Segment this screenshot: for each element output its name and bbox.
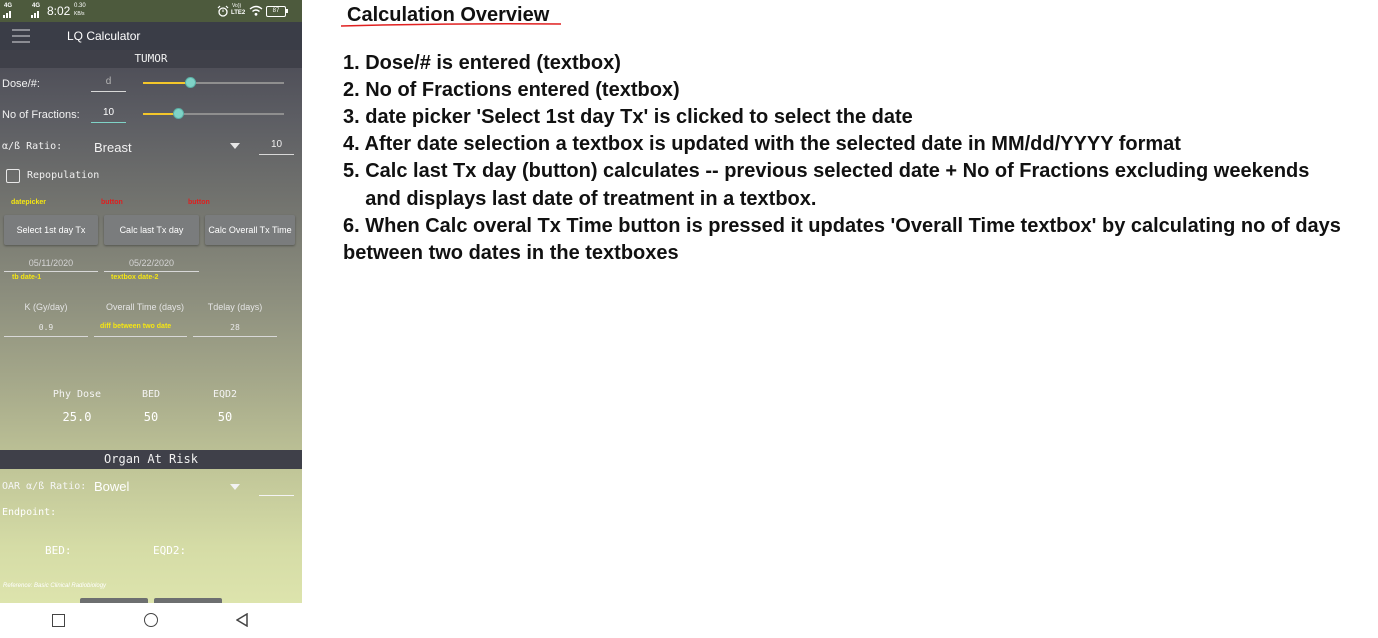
slider-fill <box>143 82 190 84</box>
dose-slider[interactable] <box>143 78 284 89</box>
phy-dose-value: 25.0 <box>62 410 92 424</box>
overview-line-7: 6. When Calc overal Tx Time button is pressed it updates 'Overall Time textbox' by calculating no of days <box>343 215 1341 237</box>
status-bar <box>0 0 302 22</box>
fractions-value: 10 <box>102 107 115 118</box>
oar-ab-ratio-select[interactable] <box>92 478 242 496</box>
overview-line-5: 5. Calc last Tx day (button) calculates -- previous selected date + No of Fractions excluding weekends <box>343 160 1310 182</box>
square-icon[interactable] <box>52 614 65 627</box>
triangle-down-icon <box>230 484 240 490</box>
app-body <box>0 50 302 603</box>
annotation-button-1: button <box>101 199 123 206</box>
oar-ab-ratio-label: OAR α/ß Ratio: <box>2 481 87 492</box>
ab-ratio-select-value: Breast <box>94 140 132 155</box>
overview-title: Calculation Overview <box>347 4 550 26</box>
signal-icon <box>31 10 41 18</box>
hamburger-menu-icon[interactable] <box>12 28 30 44</box>
date1-textbox[interactable] <box>4 258 98 272</box>
dose-label: Dose/#: <box>2 78 40 90</box>
slider-thumb[interactable] <box>173 108 184 119</box>
oar-bed-label: BED: <box>45 544 72 557</box>
ab-ratio-select[interactable] <box>92 138 242 156</box>
tdelay-input[interactable] <box>193 323 277 337</box>
oar-eqd2-label: EQD2: <box>153 544 187 557</box>
triangle-down-icon <box>230 143 240 149</box>
annotation-button-2: button <box>188 199 210 206</box>
slider-thumb[interactable] <box>185 77 196 88</box>
calc-last-day-button[interactable]: Calc last Tx day <box>104 215 199 245</box>
wifi-icon <box>249 5 263 16</box>
overview-line-8: between two dates in the textboxes <box>343 242 679 264</box>
tdelay-value: 28 <box>230 323 240 332</box>
calculation-overview <box>330 0 1370 300</box>
ab-ratio-input[interactable] <box>259 139 294 155</box>
ab-ratio-value: 10 <box>270 139 283 150</box>
dose-input[interactable] <box>91 76 126 92</box>
net-speed-unit: KB/s <box>74 11 85 17</box>
signal-icon <box>3 10 13 18</box>
net-speed: 0.30 <box>74 3 86 9</box>
phone-screen <box>0 0 302 638</box>
triangle-back-icon[interactable] <box>236 613 248 627</box>
repopulation-label: Repopulation <box>27 170 100 181</box>
overview-line-6: and displays last date of treatment in a textbox. <box>343 188 817 210</box>
overview-line-1: 1. Dose/# is entered (textbox) <box>343 52 621 74</box>
bed-label: BED <box>141 389 161 400</box>
calc-overall-time-button[interactable]: Calc Overall Tx Time <box>205 215 295 245</box>
app-title: LQ Calculator <box>67 29 141 43</box>
annotation-diff: diff between two date <box>100 323 172 330</box>
clock: 8:02 <box>47 4 71 18</box>
net2-label: 4G <box>32 3 41 9</box>
volte-label: Vo)) <box>232 3 242 9</box>
app-bar <box>0 22 302 50</box>
title-underline <box>340 22 562 28</box>
circle-icon[interactable] <box>144 613 158 627</box>
volte-label-2: LTE2 <box>231 10 246 16</box>
overview-line-2: 2. No of Fractions entered (textbox) <box>343 79 680 101</box>
ab-ratio-label: α/ß Ratio: <box>2 141 63 152</box>
annotation-tb-date2: textbox date-2 <box>111 274 159 281</box>
tdelay-label: Tdelay (days) <box>207 302 263 312</box>
repopulation-checkbox[interactable] <box>6 169 20 183</box>
select-first-day-button[interactable]: Select 1st day Tx <box>4 215 98 245</box>
date2-value: 05/22/2020 <box>128 258 175 268</box>
k-value: 0.9 <box>38 323 54 332</box>
overall-time-label: Overall Time (days) <box>105 302 185 312</box>
overview-line-4: 4. After date selection a textbox is updated with the selected date in MM/dd/YYYY format <box>343 133 1181 155</box>
tumor-header: TUMOR <box>0 50 302 68</box>
bed-value: 50 <box>143 410 159 424</box>
eqd2-label: EQD2 <box>212 389 238 400</box>
reference-text: Reference: Basic Clinical Radiobiology <box>3 583 107 589</box>
navigation-bar <box>0 603 302 638</box>
net1-label: 4G <box>4 3 13 9</box>
oar-ab-ratio-input[interactable] <box>259 481 294 496</box>
date1-value: 05/11/2020 <box>28 258 74 268</box>
battery-tip <box>286 9 288 13</box>
k-label: K (Gy/day) <box>24 302 68 312</box>
date2-textbox[interactable] <box>104 258 199 272</box>
eqd2-value: 50 <box>217 410 233 424</box>
k-input[interactable] <box>4 323 88 337</box>
phy-dose-label: Phy Dose <box>52 389 102 400</box>
fractions-label: No of Fractions: <box>2 109 80 121</box>
fractions-slider[interactable] <box>143 109 284 120</box>
oar-select-value: Bowel <box>94 479 130 494</box>
dose-placeholder: d <box>105 76 112 87</box>
oar-header: Organ At Risk <box>0 450 302 469</box>
alarm-icon <box>217 5 229 17</box>
battery-level: 87 <box>272 8 280 14</box>
fractions-input[interactable] <box>91 107 126 123</box>
overall-time-input[interactable] <box>94 323 187 337</box>
battery-icon <box>266 6 286 17</box>
overview-line-3: 3. date picker 'Select 1st day Tx' is clicked to select the date <box>343 106 913 128</box>
annotation-tb-date1: tb date-1 <box>12 274 42 281</box>
endpoint-label: Endpoint: <box>2 507 57 518</box>
annotation-datepicker: datepicker <box>11 199 47 206</box>
